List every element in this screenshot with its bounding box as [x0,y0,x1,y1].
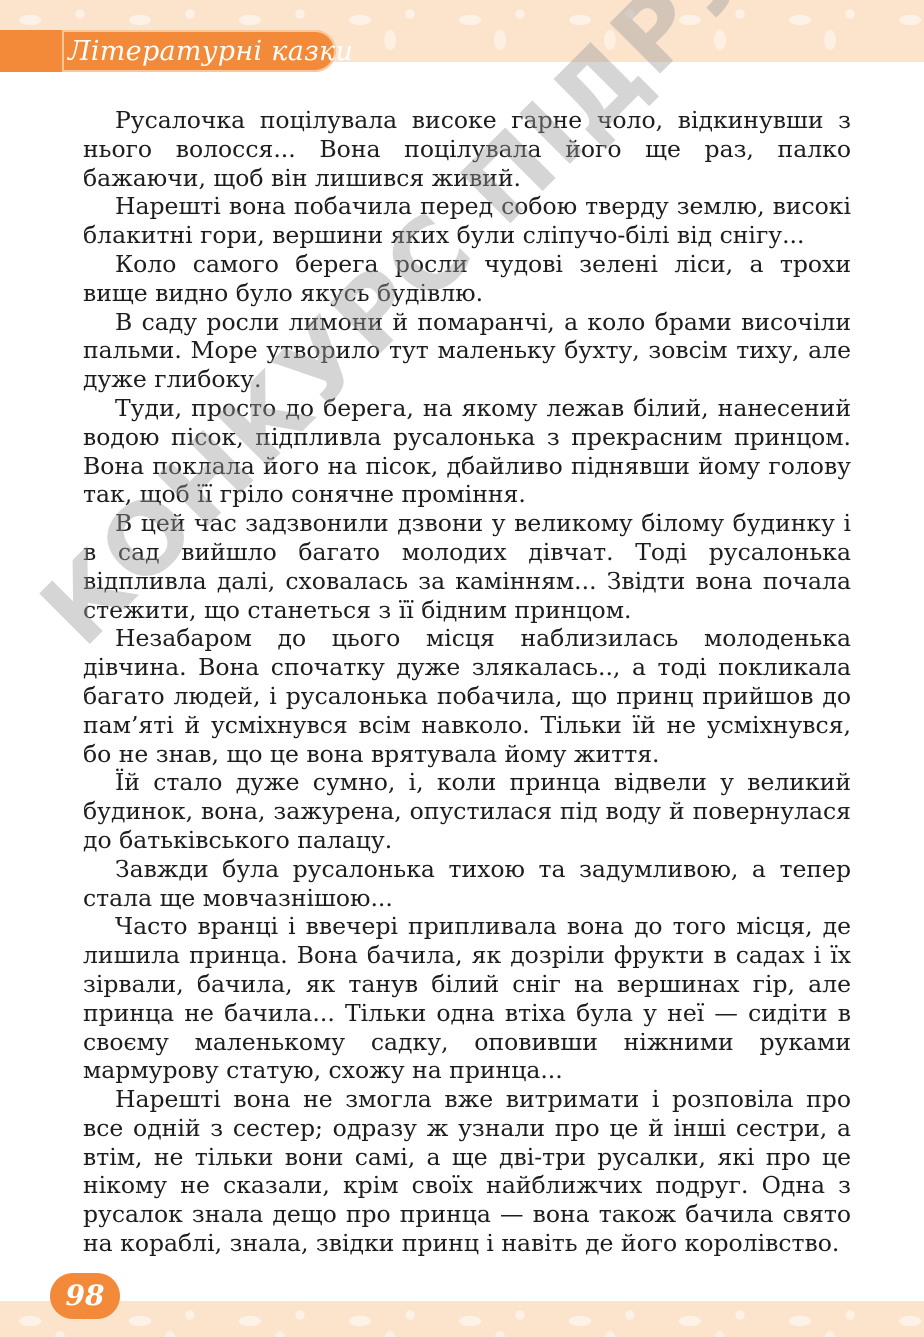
paragraph: В цей час задзвонили дзвони у великому білому будинку і в сад вийшло багато молодих дівчат. Тоді русалонька відпливла далі, сховалась за камінням... Звідти вона почала стежити, що станеться з її бідним принцом. [83,509,851,624]
paragraph: Їй стало дуже сумно, і, коли принца відвели у великий будинок, вона, зажурена, опустилася під воду й повернулася до батьківського палацу. [83,768,851,854]
body-text [83,106,851,1258]
paragraph: Завжди була русалонька тихою та задумливою, а тепер стала ще мовчазнішою... [83,854,851,912]
paragraph: Русалочка поцілувала високе гарне чоло, відкинувши з нього волосся... Вона поцілувала його ще раз, палко бажаючи, щоб він лишився живий. [83,106,851,192]
page-number-badge [50,1273,120,1319]
paragraph: Часто вранці і ввечері припливала вона до того місця, де лишила принца. Вона бачила, як дозріли фрукти в садах і їх зірвали, бачила, як танув білий сніг на вершинах гір, але принца не бачила... Тільки одна втіха була у неї — сидіти в своєму маленькому садку, оповивши ніжними руками мармурову статую, схожу на принца... [83,912,851,1085]
paragraph: Туди, просто до берега, на якому лежав білий, нанесений водою пісок, підпливла русалонька з прекрасним принцом. Вона поклала його на пісок, дбайливо піднявши йому голову так, щоб її гріло сонячне проміння. [83,393,851,509]
paragraph: Нарешті вона побачила перед собою тверду землю, високі блакитні гори, вершини яких були сліпучо-білі від снігу... [83,192,851,250]
paragraph: Коло самого берега росли чудові зелені ліси, а трохи вище видно було якусь будівлю. [83,249,851,307]
paragraph: В саду росли лимони й помаранчі, а коло брами височіли пальми. Море утворило тут маленьку бухту, зовсім тиху, але дуже глибоку. [83,307,851,394]
bottom-ornament-band [0,1301,924,1337]
paragraph: Незабаром до цього місця наблизилась молоденька дівчина. Вона спочатку дуже злякалась.., а тоді покликала багато людей, і русалонька побачила, що принц прийшов до пам’яті й усміхнувся всім навколо. Тільки їй не усміхнувся, бо не знав, що це вона врятувала йому життя. [83,624,851,768]
paragraph: Нарешті вона не змогла вже витримати і розповіла про все одній з сестер; одразу ж узнали про це й інші сестри, а втім, не тільки вони самі, а ще дві-три русалки, які про це нікому не сказали, крім своїх найближчих подруг. Одна з русалок знала дещо про принца — вона також бачила свято на кораблі, знала, звідки принц і навіть де його королівство. [83,1085,851,1258]
section-title: Літературні казки [68,36,354,67]
page-number: 98 [65,1279,105,1312]
section-header-tab [62,30,354,72]
